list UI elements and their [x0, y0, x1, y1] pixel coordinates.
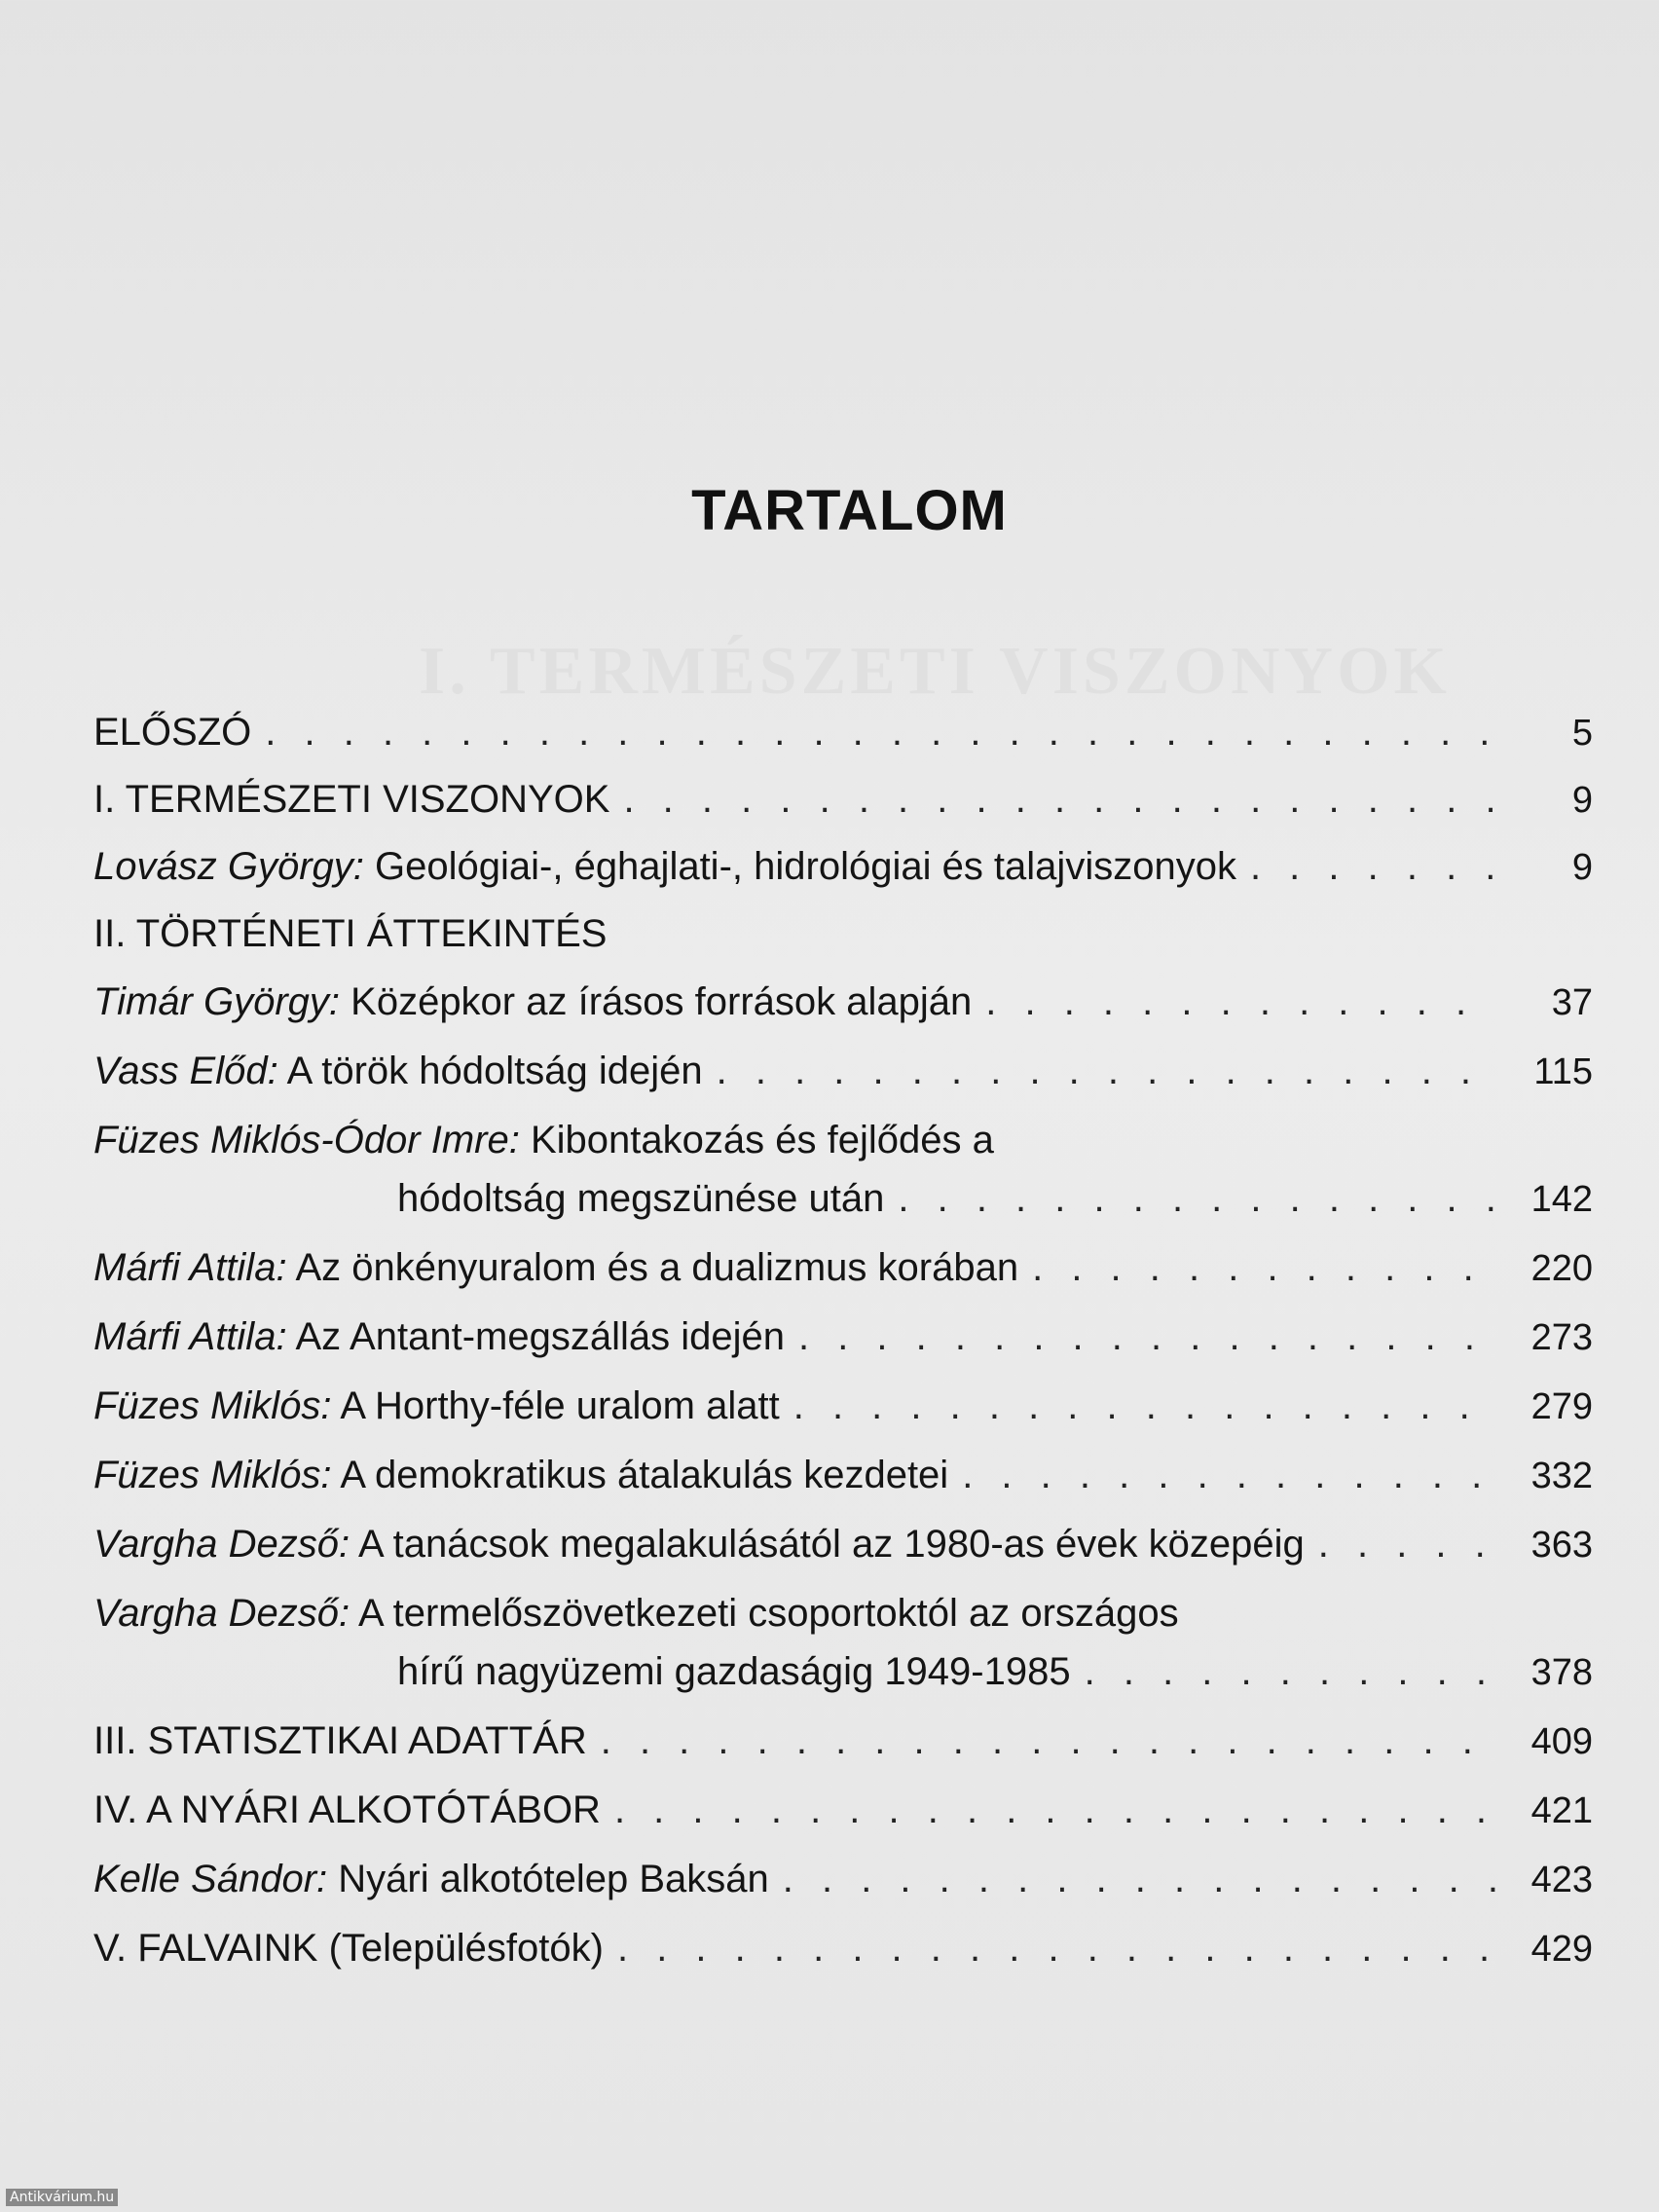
- dot-leader: [962, 1452, 1495, 1498]
- toc-entry-text: A demokratikus átalakulás kezdetei: [340, 1454, 949, 1496]
- toc-entry-title: [93, 1856, 769, 1902]
- toc-page-number: 220: [1530, 1248, 1593, 1289]
- toc-entry: [93, 1382, 1593, 1430]
- toc-entry: [93, 1856, 1593, 1903]
- toc-entry-title: II. TÖRTÉNETI ÁTTEKINTÉS: [93, 912, 608, 955]
- dot-leader: [601, 1717, 1495, 1764]
- toc-page-number: 142: [1530, 1179, 1593, 1220]
- toc-author: Márfi Attila:: [93, 1246, 287, 1289]
- toc-entry-text: Az Antant-megszállás idején: [295, 1315, 785, 1358]
- toc-entry-title: [93, 1382, 780, 1429]
- toc-entry-continuation: [93, 1648, 1593, 1696]
- dot-leader: [798, 1313, 1495, 1360]
- toc-page-number: 9: [1571, 847, 1593, 888]
- toc-entry-title: III. STATISZTIKAI ADATTÁR: [93, 1719, 587, 1762]
- toc-entry-title: [93, 1521, 1305, 1567]
- toc-entry: [93, 978, 1593, 1026]
- dot-leader: [1250, 843, 1495, 890]
- toc-entry-text-continued: hódoltság megszünése után: [397, 1177, 885, 1220]
- toc-entry-title: [93, 1590, 1179, 1637]
- dot-leader: [617, 1925, 1495, 1972]
- page-title: TARTALOM: [691, 478, 1008, 542]
- toc-entry: [93, 1244, 1593, 1292]
- toc-entry-text: A török hódoltság idején: [286, 1050, 703, 1092]
- toc-entry-continuation: [93, 1175, 1593, 1223]
- toc-page-number: 423: [1530, 1860, 1593, 1900]
- toc-entry: [93, 1048, 1593, 1095]
- toc-author: Vargha Dezső:: [93, 1523, 350, 1566]
- show-through-text: [419, 633, 1451, 711]
- toc-page-number: 279: [1530, 1386, 1593, 1427]
- toc-entry-text: Nyári alkotótelep Baksán: [338, 1858, 769, 1900]
- dot-leader: [783, 1856, 1495, 1902]
- toc-entry: [93, 843, 1593, 891]
- toc-page-number: 409: [1530, 1721, 1593, 1762]
- toc-entry-text: Az önkényuralom és a dualizmus korában: [295, 1246, 1019, 1289]
- toc-section-heading: [93, 910, 1593, 957]
- toc-entry-title: [93, 1452, 948, 1498]
- toc-entry: [93, 1787, 1593, 1834]
- dot-leader: [265, 709, 1495, 756]
- toc-page-number: 363: [1530, 1525, 1593, 1566]
- toc-entry-text: A termelőszövetkezeti csoportoktól az országos: [358, 1592, 1179, 1635]
- toc-entry-title: [93, 978, 972, 1025]
- toc-page-number: 332: [1530, 1456, 1593, 1496]
- toc-page-number: 9: [1571, 780, 1593, 821]
- toc-entry-text-continued: hírű nagyüzemi gazdaságig 1949-1985: [397, 1650, 1071, 1693]
- toc-author: Füzes Miklós-Ódor Imre:: [93, 1119, 520, 1161]
- dot-leader: [623, 776, 1495, 823]
- toc-entry: [93, 1313, 1593, 1361]
- toc-author: Vargha Dezső:: [93, 1592, 350, 1635]
- toc-page-number: 421: [1530, 1790, 1593, 1831]
- toc-page-number: 378: [1530, 1652, 1593, 1693]
- table-of-contents: [93, 701, 1593, 1972]
- dot-leader: [1318, 1521, 1495, 1567]
- toc-entry-title: [93, 1117, 994, 1163]
- toc-entry-text: Kibontakozás és fejlődés a: [530, 1119, 994, 1161]
- toc-entry-text: Középkor az írásos források alapján: [350, 980, 973, 1023]
- dot-leader: [1085, 1648, 1495, 1695]
- toc-entry-text: Geológiai-, éghajlati-, hidrológiai és talajviszonyok: [375, 845, 1236, 888]
- toc-page-number: 429: [1530, 1929, 1593, 1970]
- toc-entry-first-line: [93, 1590, 1593, 1637]
- toc-page-number: 273: [1530, 1317, 1593, 1358]
- toc-entry-title: ELŐSZÓ: [93, 711, 252, 754]
- dot-leader: [898, 1175, 1495, 1222]
- toc-entry: [93, 776, 1593, 824]
- toc-author: Timár György:: [93, 980, 341, 1023]
- dot-leader: [614, 1787, 1495, 1833]
- toc-entry-title: IV. A NYÁRI ALKOTÓTÁBOR: [93, 1788, 601, 1831]
- toc-entry-text: A tanácsok megalakulásától az 1980-as évek közepéig: [358, 1523, 1305, 1566]
- toc-entry: [93, 1452, 1593, 1499]
- watermark-label: Antikvárium.hu: [6, 2189, 118, 2206]
- toc-entry-title: [93, 1313, 785, 1360]
- toc-entry: [93, 1521, 1593, 1568]
- toc-author: Füzes Miklós:: [93, 1384, 332, 1427]
- toc-entry: [93, 1717, 1593, 1765]
- dot-leader: [793, 1382, 1495, 1429]
- toc-entry-title: [93, 1048, 703, 1094]
- toc-entry-first-line: [93, 1117, 1593, 1163]
- dot-leader: [717, 1048, 1495, 1094]
- toc-author: Márfi Attila:: [93, 1315, 287, 1358]
- dot-leader: [985, 978, 1495, 1025]
- toc-entry-title: I. TERMÉSZETI VISZONYOK: [93, 778, 610, 821]
- toc-page-number: 37: [1551, 982, 1593, 1023]
- toc-page-number: 5: [1571, 713, 1593, 754]
- toc-entry-title: V. FALVAINK (Településfotók): [93, 1927, 604, 1970]
- toc-entry-text: A Horthy-féle uralom alatt: [340, 1384, 780, 1427]
- toc-entry-title: [93, 1244, 1018, 1291]
- toc-entry: [93, 1925, 1593, 1972]
- toc-entry-title: [93, 843, 1236, 890]
- toc-author: Füzes Miklós:: [93, 1454, 332, 1496]
- toc-author: Kelle Sándor:: [93, 1858, 328, 1900]
- toc-author: Vass Előd:: [93, 1050, 278, 1092]
- dot-leader: [1032, 1244, 1495, 1291]
- toc-entry: [93, 709, 1593, 756]
- toc-page-number: 115: [1533, 1051, 1593, 1092]
- toc-author: Lovász György:: [93, 845, 364, 888]
